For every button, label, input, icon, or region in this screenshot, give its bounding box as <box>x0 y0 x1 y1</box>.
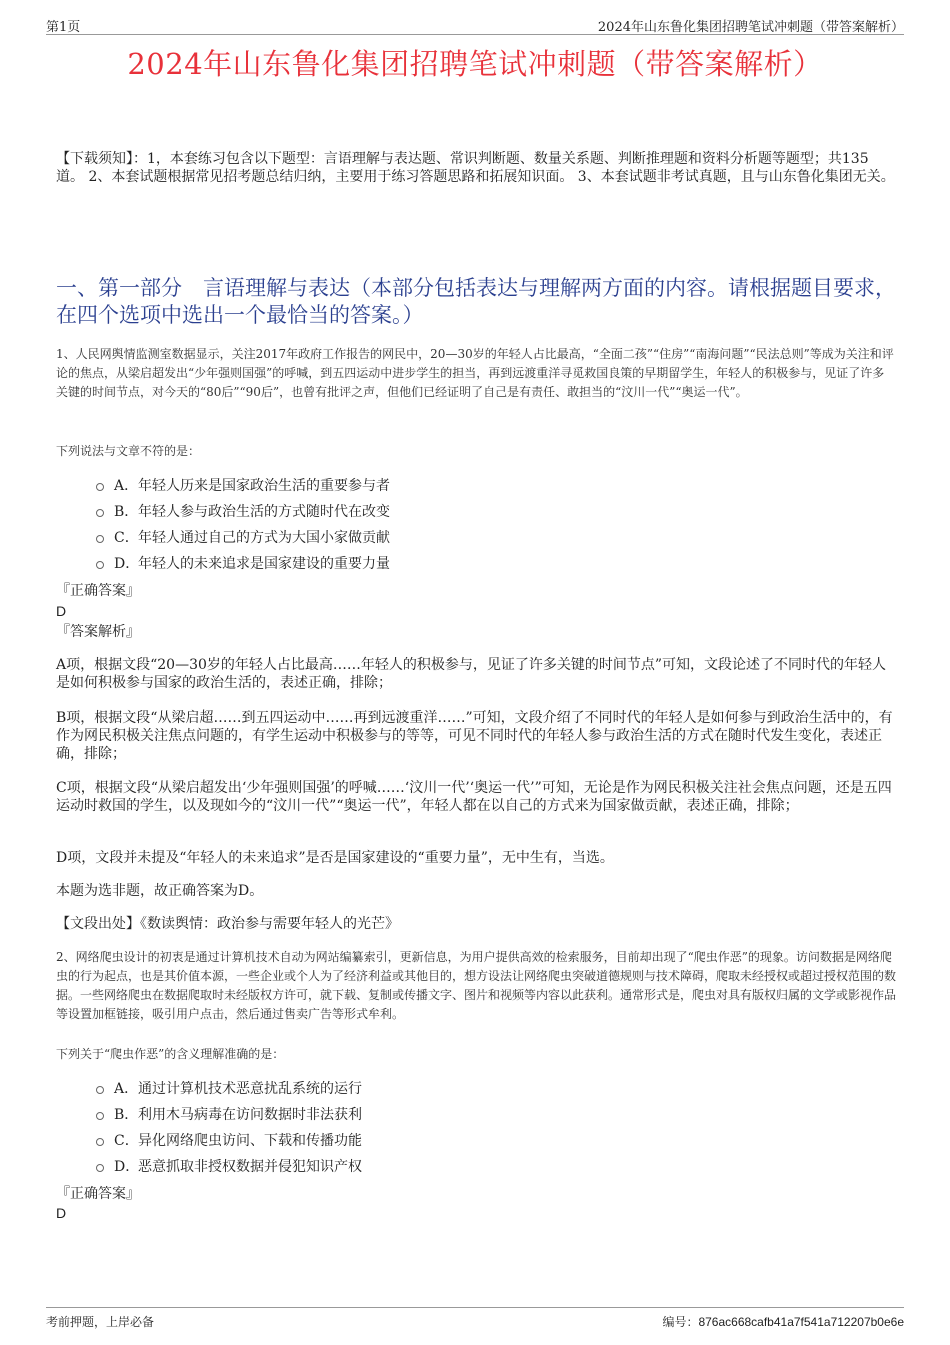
radio-icon[interactable] <box>96 509 104 517</box>
q1-analysis-c: C项，根据文段“从梁启超发出‘少年强则国强’的呼喊……‘汶川一代’‘奥运一代’”可知，无论是作为网民积极关注社会焦点问题，还是五四运动时救国的学生，以及现如今的“汶川一代”“奥运一代”，年轻人都在以自己的方式来为国家做贡献，表述正确，排除； <box>56 780 892 814</box>
footer-code: 编号：876ac668cafb41a7f541a712207b0e6e <box>662 1315 904 1329</box>
page-footer <box>46 1307 904 1330</box>
q2-answer-label: 『正确答案』 <box>56 1186 140 1202</box>
q1-option-d[interactable]: D．年轻人的未来追求是国家建设的重要力量 <box>96 551 390 577</box>
q2-answer: D <box>56 1205 67 1221</box>
radio-icon[interactable] <box>96 1112 104 1120</box>
q1-answer-label: 『正确答案』 <box>56 583 140 599</box>
q1-stem: 1、人民网舆情监测室数据显示，关注2017年政府工作报告的网民中，20—30岁的年轻人占比最高，“全面二孩”“住房”“南海问题”“民法总则”等成为关注和评论的焦点，从梁启超发出“少年强则国强”的呼喊，到五四运动中进步学生的担当，再到远渡重洋寻觅救国良策的早期留学生，年轻人的积极参与，见证了许多关键的时间节点，对今天的“80后”“90后”，也曾有批评之声，但他们已经证明了自己是有责任、敢担当的“汶川一代”“奥运一代”。 <box>56 347 894 399</box>
radio-icon[interactable] <box>96 1164 104 1172</box>
radio-icon[interactable] <box>96 483 104 491</box>
q2-stem: 2、网络爬虫设计的初衷是通过计算机技术自动为网站编纂索引，更新信息，为用户提供高效的检索服务，目前却出现了“爬虫作恶”的现象。访问数据是网络爬虫的行为起点，也是其价值本源，一些企业或个人为了经济利益或其他目的，想方设法让网络爬虫突破道德规则与技术障碍，爬取未经授权或超过授权范围的数据。一些网络爬虫在数据爬取时未经版权方许可，就下载、复制或传播文字、图片和视频等内容以此获利。通常形式是，爬虫对具有版权归属的文学或影视作品等设置加框链接，吸引用户点击，然后通过售卖广告等形式牟利。 <box>56 950 897 1021</box>
q1-analysis-a: A项，根据文段“20—30岁的年轻人占比最高……年轻人的积极参与，见证了许多关键的时间节点”可知，文段论述了不同时代的年轻人是如何积极参与国家的政治生活的，表述正确，排除； <box>56 657 887 691</box>
radio-icon[interactable] <box>96 535 104 543</box>
q1-analysis-label: 『答案解析』 <box>56 624 140 640</box>
page-header <box>46 14 904 35</box>
q2-option-d[interactable]: D．恶意抓取非授权数据并侵犯知识产权 <box>96 1154 362 1180</box>
section-heading: 一、第一部分 言语理解与表达（本部分包括表达与理解两方面的内容。请根据题目要求，在四个选项中选出一个最恰当的答案。） <box>56 276 896 327</box>
q1-conclusion: 本题为选非题，故正确答案为D。 <box>56 883 264 899</box>
page-title: 2024年山东鲁化集团招聘笔试冲刺题（带答案解析） <box>127 47 823 81</box>
q2-option-b[interactable]: B．利用木马病毒在访问数据时非法获利 <box>96 1102 362 1128</box>
q1-option-a[interactable]: A．年轻人历来是国家政治生活的重要参与者 <box>96 473 390 499</box>
q1-option-c[interactable]: C．年轻人通过自己的方式为大国小家做贡献 <box>96 525 390 551</box>
q1-option-b[interactable]: B．年轻人参与政治生活的方式随时代在改变 <box>96 499 390 525</box>
radio-icon[interactable] <box>96 1138 104 1146</box>
q2-options <box>96 1076 362 1180</box>
radio-icon[interactable] <box>96 561 104 569</box>
download-notice: 【下载须知】：1，本套练习包含以下题型：言语理解与表达题、常识判断题、数量关系题、判断推理题和资料分析题等题型；共135道。 2、本套试题根据常见招考题总结归纳，主要用于练习答题思路和拓展知识面。 3、本套试题非考试真题，且与山东鲁化集团无关。 <box>56 151 895 185</box>
q1-analysis-b: B项，根据文段“从梁启超……到五四运动中……再到远渡重洋……”可知，文段介绍了不同时代的年轻人是如何参与到政治生活中的，有作为网民积极关注焦点问题的，有学生运动中积极参与的等等，可见不同时代的年轻人参与政治生活的方式在随时代发生变化，表述正确，排除； <box>56 710 893 762</box>
radio-icon[interactable] <box>96 1086 104 1094</box>
page-number: 第1页 <box>46 20 81 35</box>
q1-question: 下列说法与文章不符的是： <box>56 444 201 458</box>
q2-option-c[interactable]: C．异化网络爬虫访问、下载和传播功能 <box>96 1128 362 1154</box>
footer-slogan: 考前押题，上岸必备 <box>46 1315 155 1329</box>
q2-option-a[interactable]: A．通过计算机技术恶意扰乱系统的运行 <box>96 1076 362 1102</box>
q1-analysis-d: D项，文段并未提及“年轻人的未来追求”是否是国家建设的“重要力量”，无中生有，当选。 <box>56 850 614 866</box>
q1-source: 【文段出处】《数读舆情：政治参与需要年轻人的光芒》 <box>56 916 399 932</box>
q1-options <box>96 473 390 577</box>
q1-answer: D <box>56 603 67 619</box>
header-doc-title: 2024年山东鲁化集团招聘笔试冲刺题（带答案解析） <box>597 20 904 35</box>
q2-question: 下列关于“爬虫作恶”的含义理解准确的是： <box>56 1047 285 1061</box>
